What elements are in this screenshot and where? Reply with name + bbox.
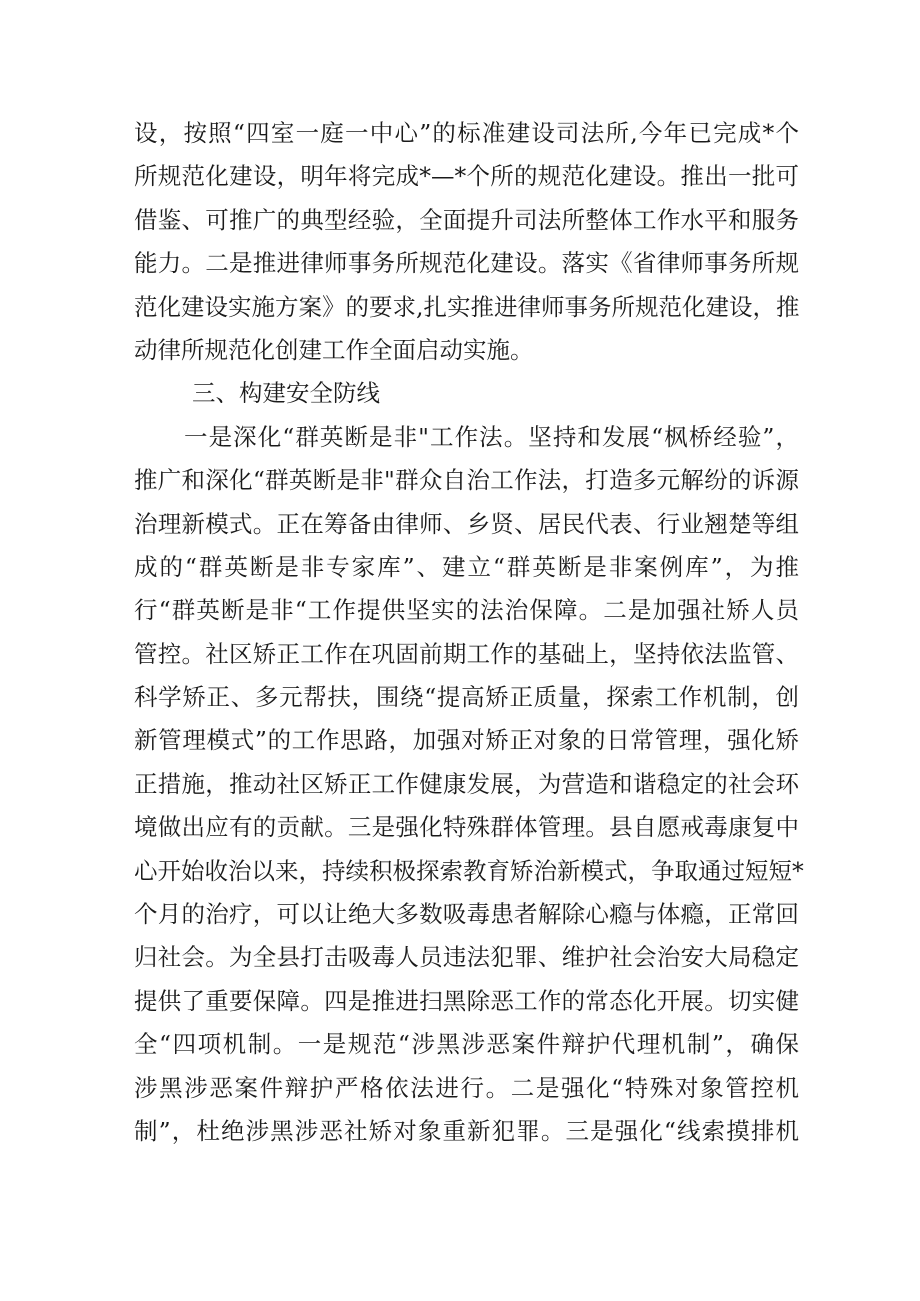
text-line: 治理新模式。正在筹备由律师、乡贤、居民代表、行业翘楚等组: [134, 509, 799, 538]
text-line: 管控。社区矫正工作在巩固前期工作的基础上，坚持依法监管、: [134, 639, 799, 668]
text-line: 制”，杜绝涉黑涉恶社矫对象重新犯罪。三是强化“线索摸排机: [134, 1116, 799, 1145]
text-line: 提供了重要保障。四是推进扫黑除恶工作的常态化开展。切实健: [134, 986, 799, 1015]
text-line: 能力。二是推进律师事务所规范化建设。落实《省律师事务所规: [134, 249, 799, 278]
section-heading: 三、构建安全防线: [192, 379, 380, 408]
text-line: 个月的治疗，可以让绝大多数吸毒患者解除心瘾与体瘾，正常回: [134, 900, 799, 929]
text-line: 全“四项机制。一是规范“涉黑涉恶案件辩护代理机制”，确保: [134, 1030, 799, 1059]
text-line: 科学矫正、多元帮扶，围绕“提高矫正质量，探索工作机制，创: [134, 683, 799, 712]
text-line: 行“群英断是非“工作提供坚实的法治保障。二是加强社矫人员: [134, 596, 799, 625]
text-line: 一是深化“群英断是非"工作法。坚持和发展“枫桥经验”，: [184, 422, 799, 451]
text-line: 新管理模式”的工作思路，加强对矫正对象的日常管理，强化矫: [134, 726, 799, 755]
body-text: [134, 112, 804, 1153]
text-line: 成的“群英断是非专家库”、建立“群英断是非案例库”，为推: [134, 552, 799, 581]
text-line: 所规范化建设，明年将完成*—*个所的规范化建设。推出一批可: [134, 162, 799, 191]
text-line: 范化建设实施方案》的要求,扎实推进律师事务所规范化建设，推: [134, 292, 800, 321]
text-line: 涉黑涉恶案件辩护严格依法进行。二是强化“特殊对象管控机: [134, 1073, 799, 1102]
text-line: 借鉴、可推广的典型经验，全面提升司法所整体工作水平和服务: [134, 205, 799, 234]
text-line: 归社会。为全县打击吸毒人员违法犯罪、维护社会治安大局稳定: [134, 943, 799, 972]
text-line: 正措施，推动社区矫正工作健康发展，为营造和谐稳定的社会环: [134, 769, 799, 798]
text-line: 心开始收治以来，持续积极探索教育矫治新模式，争取通过短短*: [134, 856, 804, 885]
text-line: 推广和深化“群英断是非"群众自治工作法，打造多元解纷的诉源: [134, 466, 799, 495]
text-line: 动律所规范化创建工作全面启动实施。: [134, 335, 534, 364]
text-line: 设，按照“四室一庭一中心”的标准建设司法所,今年已完成*个: [134, 119, 799, 147]
text-line: 境做出应有的贡献。三是强化特殊群体管理。县自愿戒毒康复中: [134, 813, 799, 842]
